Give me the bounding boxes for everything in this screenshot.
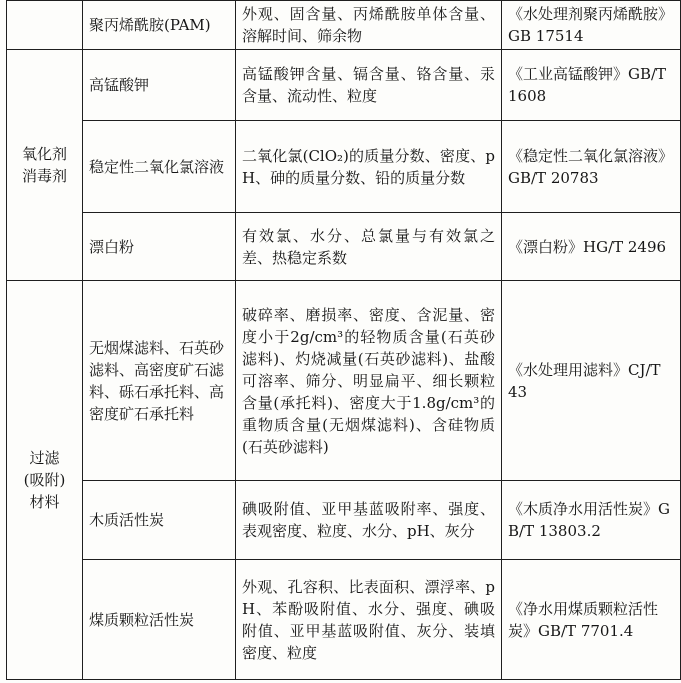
category-label-line: (吸附) [23, 471, 66, 489]
test-items: 碘吸附值、亚甲基蓝吸附率、强度、表观密度、粒度、水分、pH、灰分 [236, 481, 502, 560]
category-oxidant-disinfectant [7, 50, 83, 281]
table-row [7, 1, 681, 50]
test-items: 二氧化氯(ClO₂)的质量分数、密度、pH、砷的质量分数、铅的质量分数 [236, 121, 502, 213]
material-name: 漂白粉 [83, 213, 236, 281]
category-label-line: 消毒剂 [21, 167, 67, 185]
standard-reference: 《水处理剂聚丙烯酰胺》GB 17514 [502, 1, 681, 50]
table-row [7, 481, 681, 560]
standard-reference: 《木质净水用活性炭》GB/T 13803.2 [502, 481, 681, 560]
standard-reference: 《工业高锰酸钾》GB/T 1608 [502, 50, 681, 121]
category-label-line: 氧化剂 [21, 145, 67, 163]
test-items: 外观、固含量、丙烯酰胺单体含量、溶解时间、筛余物 [236, 1, 502, 50]
category-filter-adsorption-material [7, 281, 83, 680]
category-cell-continued [7, 1, 83, 50]
test-items: 外观、孔容积、比表面积、漂浮率、pH、苯酚吸附值、水分、强度、碘吸附值、亚甲基蓝吸附值、灰分、装填密度、粒度 [236, 560, 502, 680]
standard-reference: 《水处理用滤料》CJ/T 43 [502, 281, 681, 481]
material-name: 聚丙烯酰胺(PAM) [83, 1, 236, 50]
category-label-line: 过滤 [29, 449, 60, 467]
material-name: 木质活性炭 [83, 481, 236, 560]
test-items: 破碎率、磨损率、密度、含泥量、密度小于2g/cm³的轻物质含量(石英砂滤料)、灼烧减量(石英砂滤料)、盐酸可溶率、筛分、明显扁平、细长颗粒含量(承托料)、密度大于1.8g/cm³的重物质含量(无烟煤滤料)、含硅物质(石英砂滤料) [236, 281, 502, 481]
material-name: 稳定性二氧化氯溶液 [83, 121, 236, 213]
category-label-line: 材料 [29, 493, 60, 511]
table-row [7, 281, 681, 481]
table-row [7, 121, 681, 213]
material-name: 煤质颗粒活性炭 [83, 560, 236, 680]
standard-reference: 《稳定性二氧化氯溶液》GB/T 20783 [502, 121, 681, 213]
water-treatment-materials-table [6, 0, 681, 680]
test-items: 高锰酸钾含量、镉含量、铬含量、汞含量、流动性、粒度 [236, 50, 502, 121]
material-name: 高锰酸钾 [83, 50, 236, 121]
standard-reference: 《净水用煤质颗粒活性炭》GB/T 7701.4 [502, 560, 681, 680]
test-items: 有效氯、水分、总氯量与有效氯之差、热稳定系数 [236, 213, 502, 281]
table-row [7, 213, 681, 281]
material-name: 无烟煤滤料、石英砂滤料、高密度矿石滤料、砾石承托料、高密度矿石承托料 [83, 281, 236, 481]
table-row [7, 50, 681, 121]
standard-reference: 《漂白粉》HG/T 2496 [502, 213, 681, 281]
table-row [7, 560, 681, 680]
